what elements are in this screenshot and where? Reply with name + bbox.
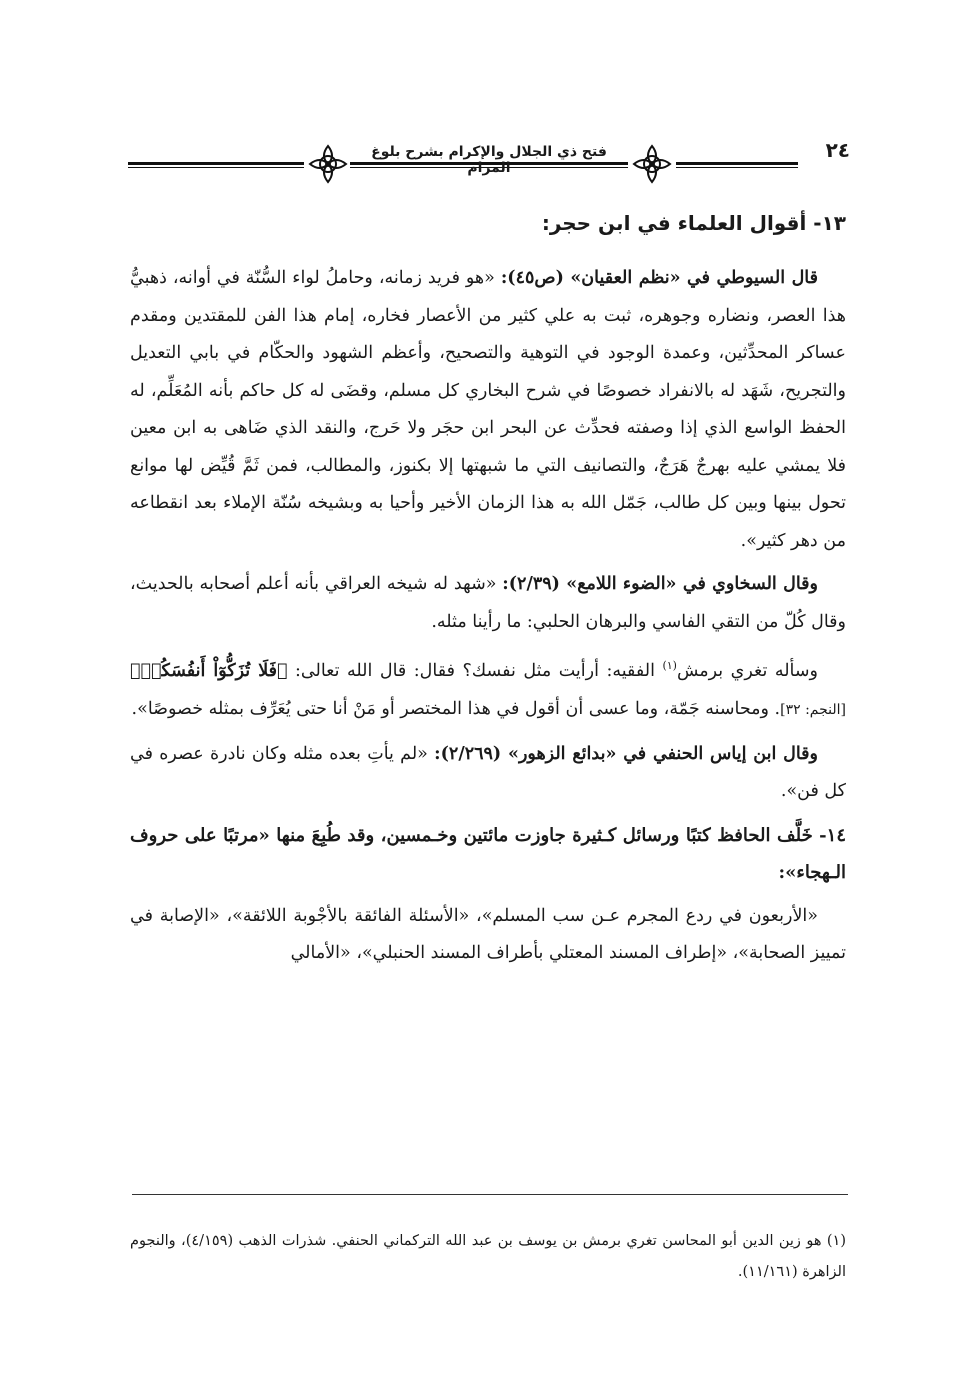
verse-reference: [النجم: ٣٢] (780, 702, 846, 719)
quran-verse: ﴿فَلَا تُزَكُّوٓاْ أَنفُسَكُمۡ﴾ (130, 660, 288, 681)
footnote: (١) هو زين الدين أبو المحاسن تغري برمش بن يوسف بن عبد الله التركماني الحنفي. شذرات الذهب (٤/١٥٩)، والنجوم الزاهرة (١١/١٦١). (130, 1233, 846, 1280)
page-number: ٢٤ (825, 138, 850, 162)
text-part: الفقيه: أرأيت مثل نفسك؟ فقال: قال الله تعالى: (287, 660, 663, 681)
ornament-icon (630, 142, 674, 186)
citation-lead: قال السيوطي في «نظم العقيان» (ص٤٥): (500, 268, 818, 288)
section-14: ١٤- خَلَّف الحافظ كتبًا ورسائل كـثيرة جاوزت مائتين وخـمسين، وقد طُبِعَ منها «مرتبًا على حروف الـهجاء»: (130, 824, 846, 884)
footnote-divider (132, 1194, 848, 1195)
paragraph-suyuti (130, 260, 846, 560)
citation-lead: وقال السخاوي في «الضوء اللامع» (٢/٣٩): (502, 574, 818, 594)
section-heading: ١٣- أقوال العلماء في ابن حجر: (541, 211, 846, 235)
page-header (128, 140, 850, 188)
text-part: وسأله تغري برمش (676, 660, 819, 681)
book-title: فتح ذي الجلال والإكرام بشرح بلوغ المرام (371, 144, 607, 176)
books-list: «الأربعون في ردع المجرم عـن سب المسلم»، «الأسئلة الفائقة بالأجْوبة اللائقة»، «الإصابة في تمييز الصحابة»، «إطراف المسند المعتلي بأطراف المسند الحنبلي»، «الأمالي (130, 905, 846, 964)
paragraph-ibn-iyas (130, 736, 846, 811)
header-rule-left (128, 162, 304, 168)
page-body (130, 204, 846, 979)
ornament-icon (306, 142, 350, 186)
paragraph-taghri (130, 647, 846, 730)
paragraph-sakhawi (130, 566, 846, 641)
header-rule-right (676, 162, 798, 168)
quote-text: «هو فريد زمانه، وحاملُ لواء السُّنّة في أوانه، ذهبيُّ هذا العصر، ونضاره وجوهره، ثبت به علي كثير من الأعصار فخاره، إمام هذا الفن للمقتدين ومقدم عساكر المحدِّثين، وعمدة الوجود في التوهية والتصحيح، وأعظم الشهود والحكّام في بابي التعديل والتجريح، شَهَد له بالانفراد خصوصًا في شرح البخاري كل مسلم، وقضَى له كل حاكم بأنه المُعَلِّم، له الحفظ الواسع الذي إذا وصفته فحدِّث عن البحر ابن حجَر ولا حَرج، والنقد الذي ضَاهى به ابن معين فلا يمشي عليه بهرجٌ هَرَجٌ، والتصانيف التي ما شبهتها إلا بكنوز، والمطالب، فمن ثَمَّ قُيِّض لها موانع تحول بينها وبين كل طالب، جَمّل الله به هذا الزمان الأخير وأحيا به وبشيخه سُنّة الإملاء بعد انقطاعه من دهر كثير». (130, 268, 846, 551)
citation-lead: وقال ابن إياس الحنفي في «بدائع الزهور» (٢/٢٦٩): (434, 743, 819, 764)
footnote-ref[interactable]: (١) (662, 659, 677, 672)
text-part: . ومحاسنه جَمّة، وما عسى أن أقول في هذا المختصر أو مَنْ أنا حتى يُعَرِّف بمثله خصوصًا». (131, 699, 781, 720)
quote-text: «لم يأتِ بعده مثله وكان نادرة عصره في كل فن». (130, 743, 846, 802)
quote-text: «شهد له شيخه العراقي بأنه أعلم أصحابه بالحديث، وقال كُلّ من التقي الفاسي والبرهان الحلبي: ما رأينا مثله. (130, 574, 846, 632)
